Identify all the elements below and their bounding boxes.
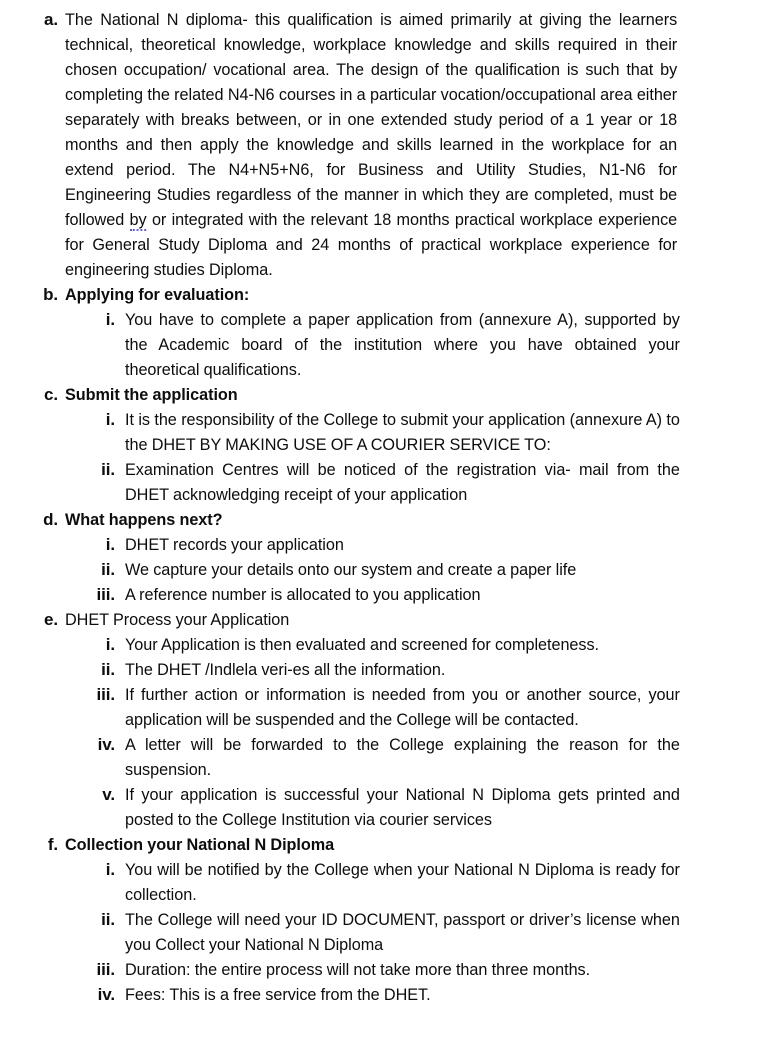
- paragraph-text: A reference number is allocated to you application: [125, 585, 481, 604]
- paragraph-text: You have to complete a paper application from (annexure A), supported by the Academic board of the institution where you have obtained your theoretical qualifications.: [125, 310, 680, 379]
- list-item-level2: [0, 657, 768, 682]
- list-item-level2: [0, 957, 768, 982]
- list-marker-letter: d.: [43, 510, 58, 529]
- list-item-level1: [0, 507, 768, 532]
- paragraph-text: A letter will be forwarded to the College explaining the reason for the suspension.: [125, 735, 680, 779]
- paragraph-text: Examination Centres will be noticed of the registration via- mail from the DHET acknowledging receipt of your application: [125, 460, 680, 504]
- list-item-level2: [0, 732, 768, 782]
- list-marker-roman: i.: [105, 860, 115, 879]
- paragraph-text: Your Application is then evaluated and screened for completeness.: [125, 635, 600, 654]
- paragraph-text: Fees: This is a free service from the DHET.: [125, 985, 431, 1004]
- paragraph-text: You will be notified by the College when your National N Diploma is ready for collection.: [125, 860, 680, 904]
- list-item-level2: [0, 457, 768, 507]
- section-heading: Submit the application: [65, 385, 238, 404]
- list-item-level2: [0, 582, 768, 607]
- list-marker-letter: b.: [43, 285, 58, 304]
- list-marker-roman: iii.: [96, 585, 115, 604]
- list-marker-letter: a.: [44, 10, 58, 29]
- list-marker-roman: iii.: [96, 960, 115, 979]
- list-marker-roman: ii.: [101, 910, 115, 929]
- section-heading: Applying for evaluation:: [65, 285, 250, 304]
- paragraph-text: The College will need your ID DOCUMENT, passport or driver’s license when you Collect your National N Diploma: [125, 910, 680, 954]
- list-item-level2: [0, 682, 768, 732]
- paragraph-text: If your application is successful your National N Diploma gets printed and posted to the College Institution via courier services: [125, 785, 680, 829]
- list-marker-roman: iv.: [97, 985, 115, 1004]
- list-marker-roman: i.: [105, 310, 115, 329]
- list-item-level1: [0, 832, 768, 857]
- list-item-level2: [0, 307, 768, 382]
- section-heading: Collection your National N Diploma: [65, 835, 335, 854]
- paragraph-text: [65, 7, 677, 282]
- list-item-level2: [0, 907, 768, 957]
- list-item-level1: [0, 282, 768, 307]
- list-item-level1: [0, 382, 768, 407]
- list-item-level2: [0, 857, 768, 907]
- list-marker-letter: c.: [44, 385, 58, 404]
- list-marker-roman: i.: [105, 635, 115, 654]
- paragraph-segment-before: The National N diploma- this qualification is aimed primarily at giving the learners technical, theoretical knowledge, workplace knowledge and skills required in their chosen occupation/ vocational area. The design of the qualification is such that by completing the related N4-N6 courses in a particular vocation/occupational area either separately with breaks between, or in one extended study period of a 1 year or 18 months and then apply the knowledge and skills learned in the workplace for an extend period. The N4+N5+N6, for Business and Utility Studies, N1-N6 for Engineering Studies regardless of the manner in which they are completed, must be followed: [65, 10, 678, 229]
- list-marker-roman: ii.: [101, 460, 115, 479]
- paragraph-text: If further action or information is needed from you or another source, your application will be suspended and the College will be contacted.: [125, 685, 680, 729]
- list-item-level2: [0, 632, 768, 657]
- list-marker-roman: v.: [102, 785, 115, 804]
- paragraph-text: The DHET /Indlela veri-es all the information.: [125, 660, 446, 679]
- paragraph-text: DHET Process your Application: [65, 610, 290, 629]
- list-item-level1: [0, 607, 768, 632]
- list-item-level2: [0, 982, 768, 1007]
- list-marker-roman: ii.: [101, 660, 115, 679]
- document-body: [0, 7, 768, 1007]
- paragraph-text: Duration: the entire process will not take more than three months.: [125, 960, 591, 979]
- list-item-level1: [0, 7, 768, 282]
- list-item-level2: [0, 532, 768, 557]
- paragraph-text: We capture your details onto our system and create a paper life: [125, 560, 577, 579]
- paragraph-text: It is the responsibility of the College to submit your application (annexure A) to the DHET BY MAKING USE OF A COURIER SERVICE TO:: [125, 410, 680, 454]
- list-marker-roman: i.: [105, 410, 115, 429]
- list-item-level2: [0, 557, 768, 582]
- paragraph-segment-after: or integrated with the relevant 18 months practical workplace experience for General Study Diploma and 24 months of practical workplace experience for engineering studies Diploma.: [65, 210, 678, 279]
- list-marker-roman: ii.: [101, 560, 115, 579]
- list-marker-letter: f.: [47, 835, 58, 854]
- list-marker-roman: iv.: [97, 735, 115, 754]
- list-marker-roman: i.: [105, 535, 115, 554]
- list-item-level2: [0, 782, 768, 832]
- list-marker-letter: e.: [44, 610, 58, 629]
- list-item-level2: [0, 407, 768, 457]
- list-marker-roman: iii.: [96, 685, 115, 704]
- section-heading: What happens next?: [65, 510, 223, 529]
- paragraph-text: DHET records your application: [125, 535, 344, 554]
- grammar-check-underline[interactable]: by: [129, 210, 147, 229]
